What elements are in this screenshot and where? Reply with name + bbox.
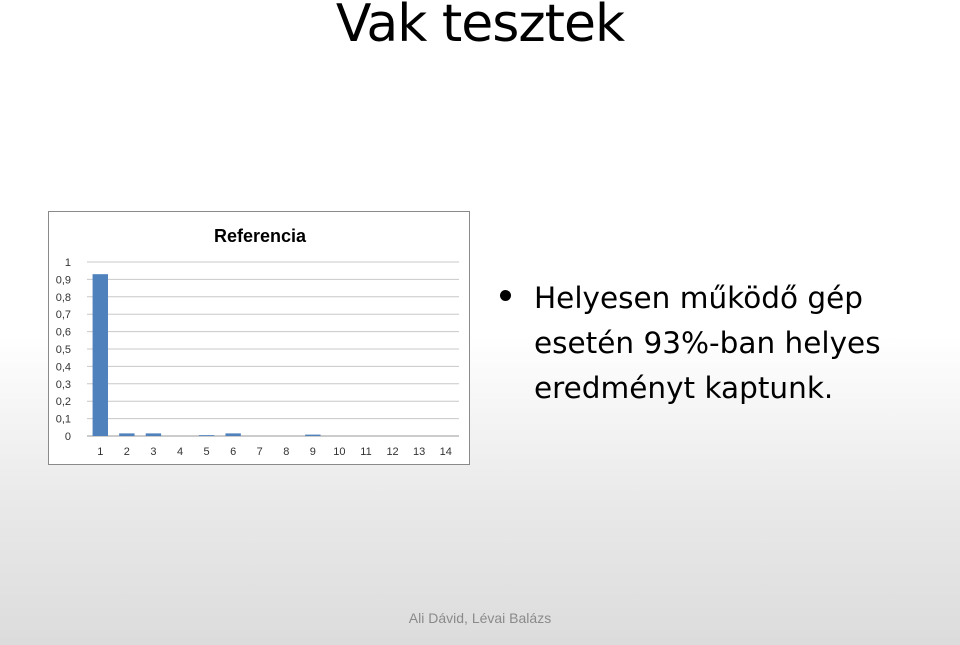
- grid-layer: [87, 262, 459, 436]
- x-tick-label: 8: [283, 446, 290, 458]
- y-tick-label: 0,5: [55, 344, 71, 356]
- x-tick-label: 7: [256, 446, 263, 458]
- y-tick-label: 0,4: [55, 361, 71, 374]
- y-tick-label: 0,1: [55, 413, 71, 426]
- bar: [199, 435, 214, 436]
- bullet-item: [496, 276, 946, 411]
- bullet-list: [496, 276, 946, 411]
- y-tick-label: 0,7: [55, 309, 71, 322]
- x-tick-label: 4: [176, 446, 184, 458]
- slide-title: Vak tesztek: [335, 0, 625, 54]
- reference-chart: [48, 211, 470, 465]
- x-tick-label: 3: [150, 446, 157, 458]
- bar: [305, 435, 320, 436]
- y-tick-label: 0,2: [55, 396, 71, 409]
- x-tick-label: 2: [123, 446, 130, 458]
- x-tick-label: 13: [413, 446, 426, 458]
- y-tick-label: 1: [64, 257, 71, 269]
- bullet-text: Helyesen működő gép esetén 93%-ban helyes eredményt kaptunk.: [534, 281, 881, 405]
- bar: [93, 274, 108, 436]
- y-tick-label: 0,6: [55, 326, 71, 339]
- y-tick-label: 0: [64, 431, 71, 443]
- bar: [146, 433, 161, 436]
- x-tick-label: 11: [360, 446, 372, 458]
- y-tick-label: 0,9: [55, 274, 71, 287]
- x-tick-label: 9: [309, 446, 316, 458]
- x-tick-label: 12: [386, 446, 399, 458]
- x-tick-label: 10: [333, 446, 346, 458]
- footer-authors: Ali Dávid, Lévai Balázs: [408, 610, 552, 626]
- x-axis-labels: [97, 446, 452, 458]
- y-tick-label: 0,8: [55, 291, 71, 304]
- bar: [119, 433, 134, 436]
- chart-svg: [49, 212, 469, 464]
- y-tick-label: 0,3: [55, 378, 71, 391]
- bar: [225, 433, 240, 436]
- x-tick-label: 6: [230, 446, 237, 458]
- bars-layer: [93, 274, 321, 436]
- x-tick-label: 1: [97, 446, 104, 458]
- chart-title: Referencia: [213, 226, 307, 246]
- x-tick-label: 14: [439, 446, 452, 458]
- y-axis-labels: [56, 257, 71, 443]
- x-tick-label: 5: [203, 446, 210, 458]
- bullet-dot-icon: [500, 290, 511, 301]
